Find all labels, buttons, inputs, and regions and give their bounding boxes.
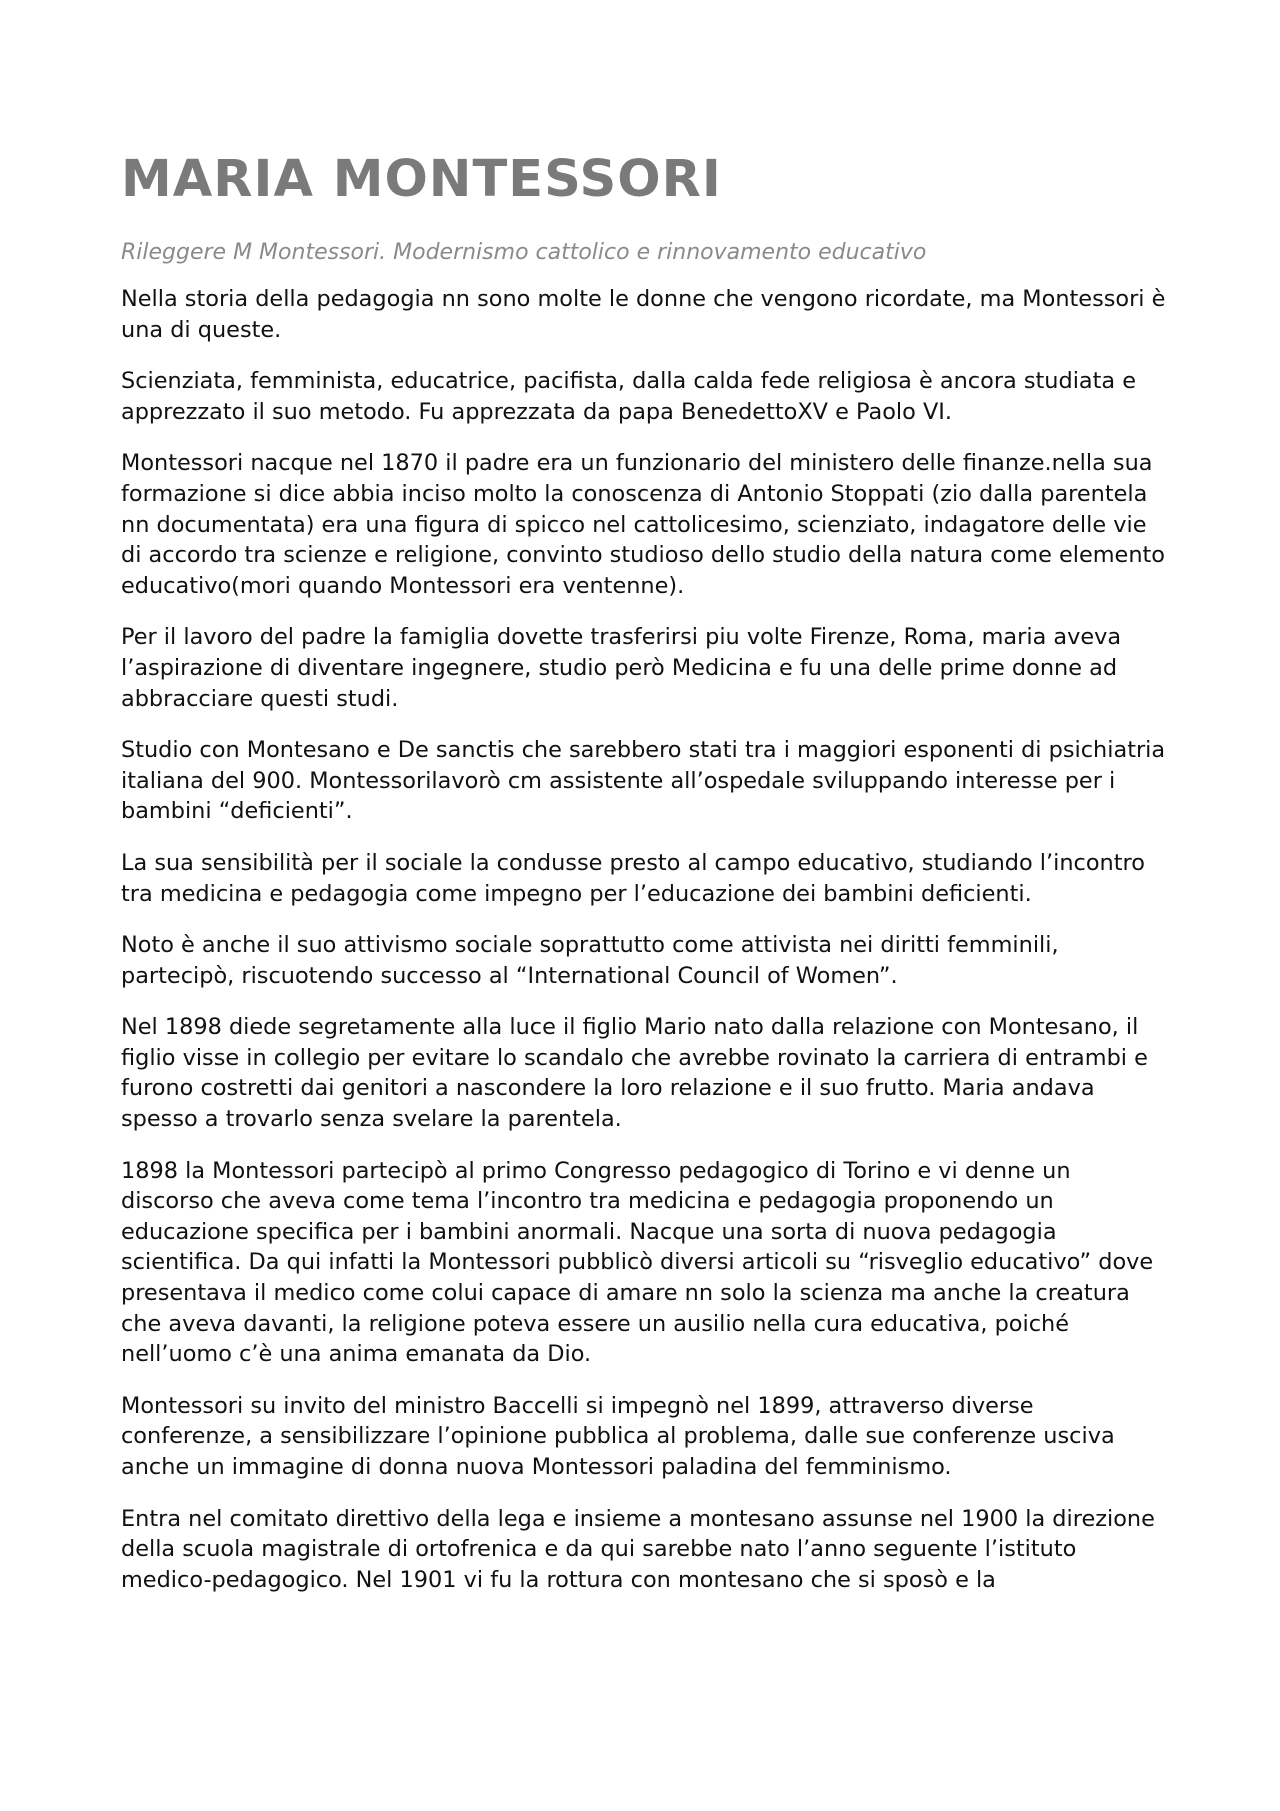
- paragraph: Studio con Montesano e De sanctis che sarebbero stati tra i maggiori esponenti di psichiatria italiana del 900. Montessorilavorò cm assistente all’ospedale sviluppando interesse per i bambini “deficienti”.: [121, 737, 1166, 825]
- document-title: MARIA MONTESSORI: [121, 150, 722, 209]
- paragraph: Entra nel comitato direttivo della lega e insieme a montesano assunse nel 1900 la direzione della scuola magistrale di ortofrenica e da qui sarebbe nato l’anno seguente l’istituto medico-pedagogico. Nel 1901 vi fu la rottura con montesano che si sposò e la: [121, 1505, 1155, 1593]
- document-subtitle: Rileggere M Montessori. Modernismo cattolico e rinnovamento educativo: [121, 240, 927, 265]
- paragraph: Montessori su invito del ministro Baccelli si impegnò nel 1899, attraverso diverse conferenze, a sensibilizzare l’opinione pubblica al problema, dalle sue conferenze usciva anche un immagine di donna nuova Montessori paladina del femminismo.: [121, 1392, 1115, 1480]
- paragraph: Per il lavoro del padre la famiglia dovette trasferirsi piu volte Firenze, Roma, maria aveva l’aspirazione di diventare ingegnere, studio però Medicina e fu una delle prime donne ad abbracciare questi studi.: [121, 624, 1122, 712]
- paragraph: Nella storia della pedagogia nn sono molte le donne che vengono ricordate, ma Montessori è una di queste.: [121, 286, 1166, 343]
- paragraph: 1898 la Montessori partecipò al primo Congresso pedagogico di Torino e vi denne un discorso che aveva come tema l’incontro tra medicina e pedagogia proponendo un educazione specifica per i bambini anormali. Nacque una sorta di nuova pedagogia scientifica. Da qui infatti la Montessori pubblicò diversi articoli su “risveglio educativo” dove presentava il medico come colui capace di amare nn solo la scienza ma anche la creatura che aveva davanti, la religione poteva essere un ausilio nella cura educativa, poiché nell’uomo c’è una anima emanata da Dio.: [121, 1157, 1154, 1368]
- paragraph: Scienziata, femminista, educatrice, pacifista, dalla calda fede religiosa è ancora studiata e apprezzato il suo metodo. Fu apprezzata da papa BenedettoXV e Paolo VI.: [121, 368, 1137, 425]
- paragraph: La sua sensibilità per il sociale la condusse presto al campo educativo, studiando l’incontro tra medicina e pedagogia come impegno per l’educazione dei bambini deficienti.: [121, 849, 1145, 907]
- paragraph: Nel 1898 diede segretamente alla luce il figlio Mario nato dalla relazione con Montesano, il figlio visse in collegio per evitare lo scandalo che avrebbe rovinato la carriera di entrambi e furono costretti dai genitori a nascondere la loro relazione e il suo frutto. Maria andava spesso a trovarlo senza svelare la parentela.: [121, 1014, 1148, 1133]
- document-page: [121, 148, 1166, 1616]
- paragraph: Noto è anche il suo attivismo sociale soprattutto come attivista nei diritti femminili, partecipò, riscuotendo successo al “International Council of Women”.: [121, 932, 1059, 989]
- paragraph: Montessori nacque nel 1870 il padre era un funzionario del ministero delle finanze.nella sua formazione si dice abbia inciso molto la conoscenza di Antonio Stoppati (zio dalla parentela nn documentata) era una figura di spicco nel cattolicesimo, scienziato, indagatore delle vie di accordo tra scienze e religione, convinto studioso dello studio della natura come elemento educativo(mori quando Montessori era ventenne).: [121, 450, 1165, 599]
